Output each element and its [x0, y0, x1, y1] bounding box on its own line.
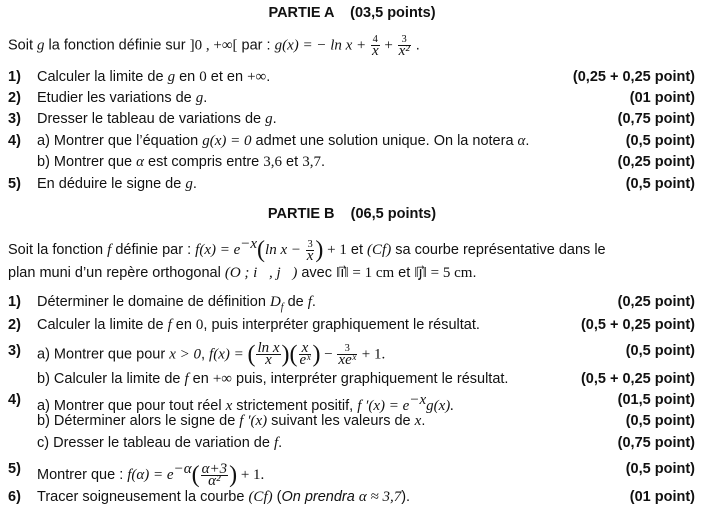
denominator: eˣ — [299, 352, 311, 368]
question-number: 1) — [8, 294, 21, 310]
question-number: 2) — [8, 90, 21, 106]
exponent: −α — [173, 461, 192, 477]
question-points: (0,5 + 0,25 point) — [580, 371, 695, 387]
denominator: xeˣ — [338, 352, 356, 368]
text: . — [320, 154, 325, 170]
part-b-question-1 — [0, 294, 704, 315]
bound-low: 3,6 — [263, 154, 283, 170]
text: . — [272, 111, 277, 127]
bound-high: 3,7 — [302, 154, 321, 170]
question-text — [37, 392, 454, 415]
question-text — [37, 176, 197, 193]
question-points: (0,5 point) — [625, 413, 695, 429]
f-alpha-formula: f(α) = e — [127, 466, 174, 483]
question-text — [37, 371, 508, 388]
norm-j: ‖j⃗‖ = 5 cm — [414, 265, 473, 281]
text: ( — [272, 489, 282, 505]
text: et — [346, 241, 368, 258]
part-b-question-4a — [0, 392, 704, 413]
zero: 0 — [195, 317, 204, 333]
text: Dresser le tableau de variations de — [37, 111, 266, 127]
intro-text: Soit — [8, 37, 38, 54]
text: b) Déterminer alors le signe de — [37, 413, 240, 429]
numerator: 3 — [307, 238, 313, 250]
text: et en — [206, 69, 248, 85]
text: en — [171, 317, 196, 333]
text: et — [394, 265, 415, 281]
fraction — [201, 460, 229, 489]
text: plan muni d’un repère orthogonal — [8, 265, 225, 281]
text: ). — [401, 489, 411, 505]
left-paren: ( — [247, 341, 256, 368]
text: puis, interpréter graphiquement le résultat. — [232, 371, 509, 387]
part-b-question-4c — [0, 435, 704, 456]
part-b-question-6 — [0, 489, 704, 510]
alpha-symbol: α — [517, 133, 526, 149]
domain-subscript: f — [280, 301, 284, 313]
ln-term: ln x − — [265, 241, 305, 258]
question-text — [37, 461, 264, 487]
part-b-question-5 — [0, 460, 704, 489]
question-text — [37, 340, 386, 368]
text: est compris entre — [144, 154, 264, 170]
domain-symbol: D — [269, 294, 281, 310]
part-b-question-3a — [0, 340, 704, 368]
part-b-question-2 — [0, 317, 704, 338]
plus-one: + 1. — [237, 466, 265, 483]
f-formula: f(x) = — [209, 346, 248, 363]
hint: On prendra — [281, 489, 359, 505]
text: a) Montrer que l’équation — [37, 133, 203, 149]
fraction — [371, 34, 380, 57]
part-b-question-3b — [0, 371, 704, 392]
text: . — [525, 133, 530, 149]
numerator: α+3 — [201, 460, 228, 477]
numerator: 4 — [372, 34, 378, 45]
plus-one: + 1 — [323, 241, 347, 258]
fraction — [306, 239, 315, 262]
f-symbol: f — [273, 435, 279, 451]
infinity: +∞ — [247, 69, 267, 85]
text: de — [283, 294, 308, 310]
question-points: (0,75 point) — [617, 435, 695, 451]
text: b) Montrer que — [37, 154, 137, 170]
question-points: (0,25 point) — [617, 154, 695, 170]
text: suivant les valeurs de — [267, 413, 415, 429]
part-b-intro-line1 — [8, 236, 704, 264]
right-paren: ) — [281, 341, 290, 368]
intro-end: . — [411, 37, 420, 54]
zero: 0 — [199, 69, 207, 85]
plus-one: + 1. — [357, 346, 386, 363]
left-paren: ( — [191, 462, 200, 488]
question-text — [37, 133, 529, 150]
text: . — [278, 435, 283, 451]
part-b-points: (06,5 points) — [350, 206, 437, 222]
part-a-question-3 — [0, 111, 704, 132]
question-points: (0,5 point) — [625, 133, 695, 149]
question-text — [37, 294, 316, 313]
question-text — [37, 90, 207, 107]
f-symbol: f — [307, 294, 312, 310]
numerator: x — [299, 343, 312, 355]
g-symbol: g — [37, 37, 45, 54]
question-number: 6) — [8, 489, 21, 505]
fraction — [337, 343, 357, 366]
exponent: −x — [409, 392, 427, 408]
f-formula: f(x) = e — [195, 241, 241, 258]
part-b-title: PARTIE B — [267, 206, 335, 222]
question-points: (0,25 point) — [617, 294, 695, 310]
text: Déterminer le domaine de définition — [37, 294, 270, 310]
text: . — [266, 69, 271, 85]
numerator: 3 — [337, 343, 357, 355]
question-number: 5) — [8, 176, 21, 192]
intro-text: la fonction définie sur — [44, 37, 190, 54]
exponent: −x — [240, 236, 258, 252]
infinity: +∞ — [212, 371, 232, 387]
curve-name: (Cf) — [367, 241, 392, 258]
text: admet une solution unique. On la notera — [251, 133, 518, 149]
denominator: x — [306, 247, 314, 264]
text: Calculer la limite de — [37, 317, 168, 333]
x-symbol: x — [225, 397, 233, 414]
text: . — [203, 90, 208, 106]
question-number: 3) — [8, 111, 21, 127]
text: Calculer la limite de — [37, 69, 168, 85]
derivative-formula: f ′(x) = e — [357, 397, 410, 414]
text: , — [200, 346, 210, 363]
part-a-question-4b — [0, 154, 704, 175]
curve-name: (Cf) — [248, 489, 273, 505]
question-points: (0,5 point) — [625, 176, 695, 192]
equation: g(x) = 0 — [202, 133, 252, 149]
fraction — [256, 340, 280, 368]
f-symbol: f — [167, 317, 172, 333]
text: avec — [297, 265, 337, 281]
question-text — [37, 111, 277, 128]
question-text — [37, 69, 270, 86]
text: . — [311, 294, 316, 310]
denominator: x — [265, 352, 272, 368]
frame: (O ; i⃗, j⃗) — [224, 265, 298, 281]
text: strictement positif, — [232, 397, 358, 414]
question-points: (0,25 + 0,25 point) — [572, 69, 695, 85]
left-paren: ( — [257, 237, 266, 263]
right-paren: ) — [312, 341, 321, 368]
fraction — [398, 34, 411, 57]
part-a-question-5 — [0, 176, 704, 197]
question-number: 4) — [8, 392, 21, 408]
text: En déduire le signe de — [37, 176, 186, 192]
numerator: 3 — [398, 34, 411, 46]
denominator: x — [371, 43, 379, 59]
question-points: (0,5 + 0,25 point) — [580, 317, 695, 333]
text: Tracer soigneusement la courbe — [37, 489, 249, 505]
text: a) Montrer que pour tout réel — [37, 397, 226, 414]
text: c) Dresser le tableau de variation de — [37, 435, 274, 451]
denominator: x² — [398, 43, 410, 59]
question-points: (01 point) — [629, 489, 695, 505]
text: a) Montrer que pour — [37, 346, 170, 363]
alpha-approx: α ≈ 3,7 — [358, 489, 402, 505]
question-text — [37, 435, 282, 452]
x-symbol: x — [414, 413, 422, 429]
right-paren: ) — [229, 462, 238, 488]
minus: − — [320, 346, 337, 363]
question-number: 2) — [8, 317, 21, 333]
question-points: (0,5 point) — [625, 461, 695, 477]
question-text — [37, 413, 425, 430]
numerator: ln x — [257, 340, 280, 356]
text: . — [472, 265, 477, 281]
g-symbol: g — [167, 69, 176, 85]
condition: x > 0 — [169, 346, 201, 363]
part-a-points: (03,5 points) — [350, 5, 436, 21]
denominator: α² — [208, 472, 221, 489]
derivative-symbol: f ′(x) — [239, 413, 268, 429]
text: Etudier les variations de — [37, 90, 196, 106]
text: définie par : — [111, 241, 196, 258]
question-text — [37, 489, 410, 506]
alpha-symbol: α — [136, 154, 145, 170]
question-points: (01 point) — [629, 90, 695, 106]
question-points: (0,5 point) — [625, 343, 695, 359]
f-symbol: f — [107, 241, 112, 258]
norm-i: ‖i⃗‖ = 1 cm — [336, 265, 395, 281]
part-a-heading — [0, 5, 704, 21]
question-text — [37, 317, 480, 334]
text: . — [421, 413, 426, 429]
question-number: 4) — [8, 133, 21, 149]
part-b-question-4b — [0, 413, 704, 434]
text: en — [188, 371, 213, 387]
domain: ]0 , +∞[ — [189, 37, 238, 54]
text: b) Calculer la limite de — [37, 371, 185, 387]
part-a-question-2 — [0, 90, 704, 111]
text: , puis interpréter graphiquement le résultat. — [203, 317, 480, 333]
part-b-heading — [0, 206, 704, 222]
text: Montrer que : — [37, 466, 128, 483]
question-points: (01,5 point) — [617, 392, 695, 408]
derivative-formula-end: g(x). — [426, 397, 455, 414]
text: . — [192, 176, 197, 192]
intro-text: par : — [237, 37, 275, 54]
question-points: (0,75 point) — [617, 111, 695, 127]
text: Soit la fonction — [8, 241, 108, 258]
g-formula: g(x) = − ln x + — [274, 37, 370, 54]
question-number: 5) — [8, 461, 21, 477]
part-a-title: PARTIE A — [268, 5, 334, 21]
plus: + — [380, 37, 397, 54]
g-symbol: g — [265, 111, 273, 127]
question-number: 1) — [8, 69, 21, 85]
fraction — [299, 340, 312, 368]
g-symbol: g — [195, 90, 204, 106]
left-paren: ( — [289, 341, 298, 368]
f-symbol: f — [184, 371, 189, 387]
question-number: 3) — [8, 343, 21, 359]
text: en — [175, 69, 200, 85]
part-a-intro — [8, 34, 704, 59]
question-text — [37, 154, 325, 171]
text: sa courbe représentative dans le — [391, 241, 606, 258]
part-a-question-1 — [0, 69, 704, 90]
part-a-question-4a — [0, 133, 704, 154]
part-b-intro-line2 — [8, 263, 704, 284]
g-symbol: g — [185, 176, 193, 192]
right-paren: ) — [315, 237, 324, 263]
text: et — [282, 154, 303, 170]
